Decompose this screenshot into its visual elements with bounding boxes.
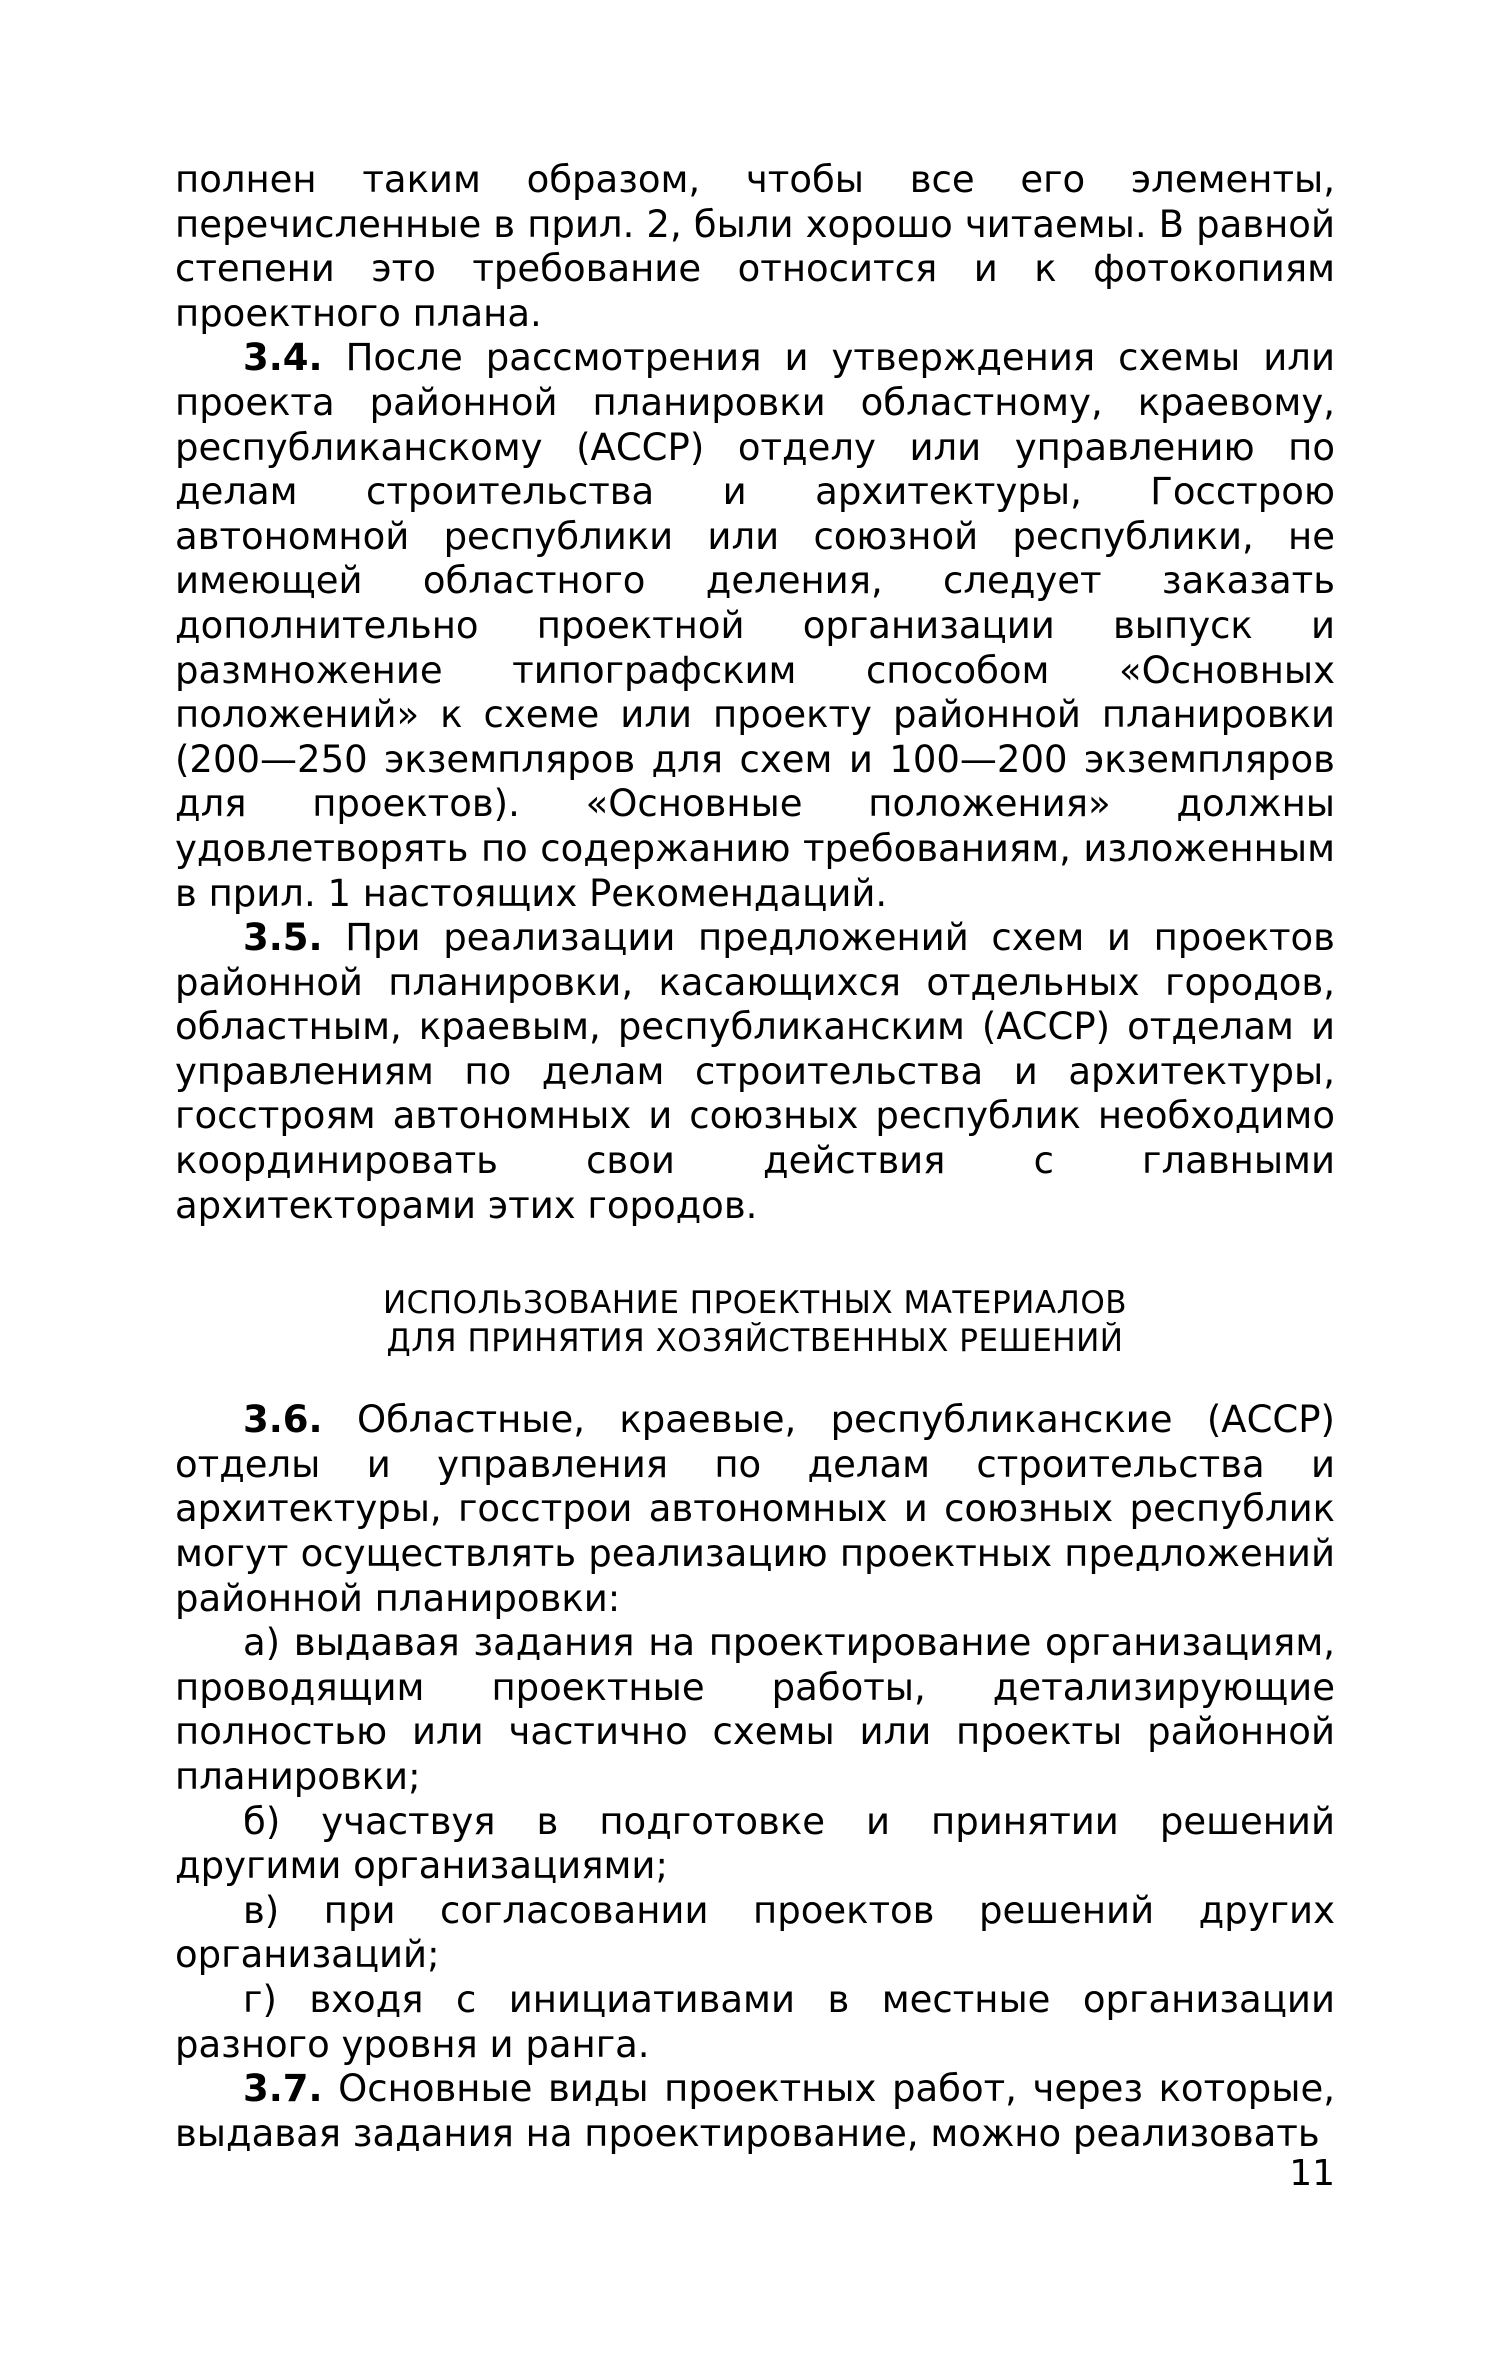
section-heading bbox=[175, 1284, 1335, 1360]
paragraph-number: 3.7. bbox=[243, 2067, 323, 2111]
paragraph-3-7 bbox=[175, 2067, 1335, 2156]
section-heading-line: ДЛЯ ПРИНЯТИЯ ХОЗЯЙСТВЕННЫХ РЕШЕНИЙ bbox=[386, 1323, 1124, 1360]
paragraph-number: 3.4. bbox=[243, 336, 323, 380]
paragraph-text: При реализации предложений схем и проектов районной планировки, касающихся отдельных городов, областным, краевым, республиканским (АССР) отделам и управлениям по делам строительства и архитектуры, госстроям автономных и союзных республик необходимо координировать свои действия с главными архитекторами этих городов. bbox=[175, 916, 1335, 1227]
paragraph-number: 3.6. bbox=[243, 1398, 323, 1442]
list-item-a: а) выдавая задания на проектирование организациям, проводящим проектные работы, детализирующие полностью или частично схемы или проекты районной планировки; bbox=[175, 1621, 1335, 1798]
list-item-g: г) входя с инициативами в местные организации разного уровня и ранга. bbox=[175, 1977, 1335, 2066]
list-item-b: б) участвуя в подготовке и принятии решений другими организациями; bbox=[175, 1799, 1335, 1888]
paragraph-text: Основные виды проектных работ, через которые, выдавая задания на проектирование, можно реализовать bbox=[175, 2067, 1335, 2155]
paragraph-continuation: полнен таким образом, чтобы все его элементы, перечисленные в прил. 2, были хорошо читаемы. В равной степени это требование относится и к фотокопиям проектного плана. bbox=[175, 158, 1335, 335]
paragraph-number: 3.5. bbox=[243, 916, 323, 960]
paragraph-3-5 bbox=[175, 916, 1335, 1228]
list-item-v: в) при согласовании проектов решений других организаций; bbox=[175, 1888, 1335, 1977]
section-heading-line: ИСПОЛЬЗОВАНИЕ ПРОЕКТНЫХ МАТЕРИАЛОВ bbox=[382, 1285, 1128, 1322]
page-number: 11 bbox=[1289, 2153, 1335, 2194]
paragraph-3-6 bbox=[175, 1398, 1335, 1621]
paragraph-text: После рассмотрения и утверждения схемы или проекта районной планировки областному, краевому, республиканскому (АССР) отделу или управлению по делам строительства и архитектуры, Госстрою автономной республики или союзной республики, не имеющей областного деления, следует заказать дополнительно проектной организации выпуск и размножение типографским способом «Основных положений» к схеме или проекту районной планировки (200—250 экземпляров для схем и 100—200 экземпляров для проектов). «Основные положения» должны удовлетворять по содержанию требованиям, изложенным в прил. 1 настоящих Рекомендаций. bbox=[175, 336, 1335, 915]
paragraph-text: Областные, краевые, республиканские (АССР) отделы и управления по делам строительства и архитектуры, госстрои автономных и союзных республик могут осуществлять реализацию проектных предложений районной планировки: bbox=[175, 1398, 1335, 1620]
paragraph-3-4 bbox=[175, 336, 1335, 916]
document-page bbox=[175, 158, 1335, 2156]
